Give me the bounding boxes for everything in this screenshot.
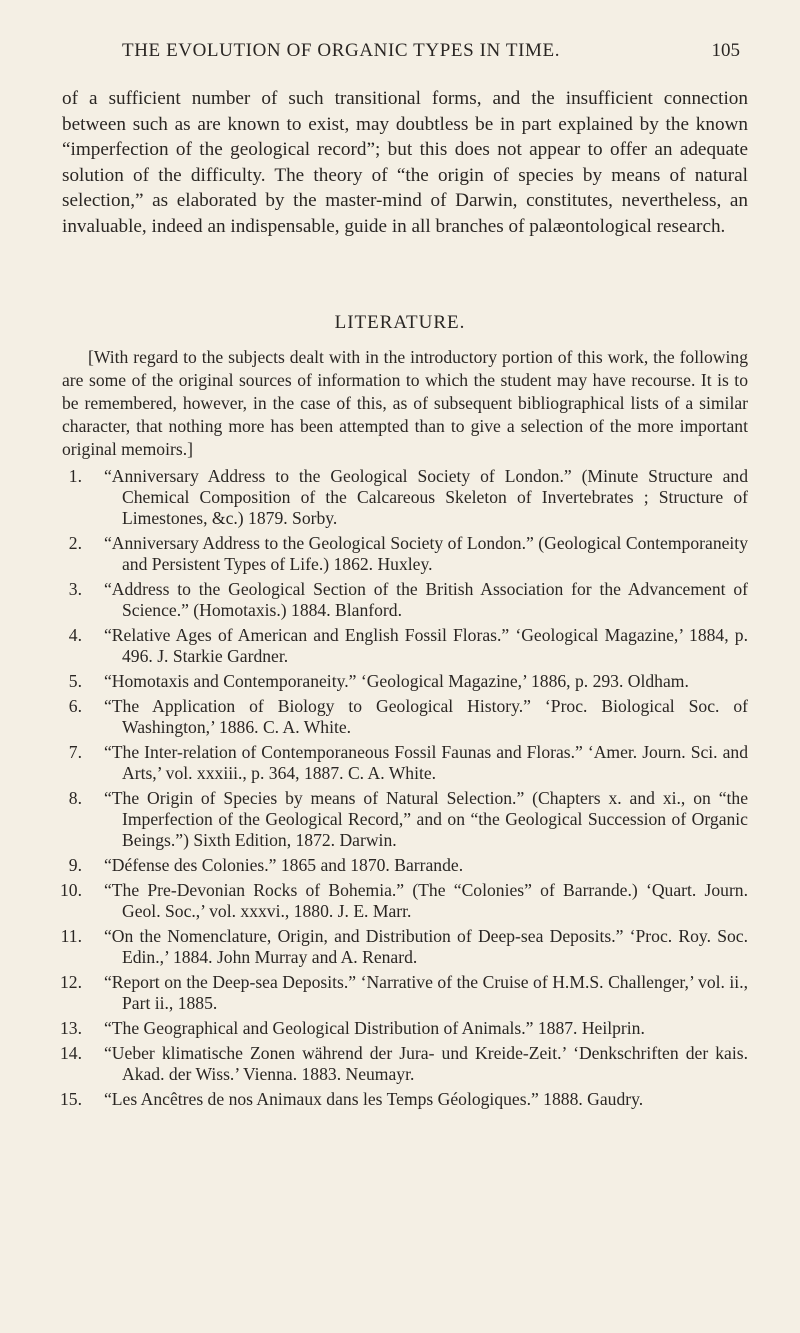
reference-number: 2. — [68, 533, 82, 553]
reference-item — [0, 625, 800, 667]
reference-text: “The Geographical and Geological Distribution of Animals.” 1887. Heilprin. — [104, 1018, 645, 1038]
reference-item — [0, 880, 800, 922]
reference-text: “The Inter-relation of Contemporaneous Fossil Faunas and Floras.” ‘Amer. Journ. Sci. and Arts,’ vol. xxxiii., p. 364, 1887. C. A. White. — [104, 742, 748, 783]
page-header — [72, 40, 740, 70]
reference-text: “Les Ancêtres de nos Animaux dans les Temps Géologiques.” 1888. Gaudry. — [104, 1089, 644, 1109]
reference-number: 8. — [68, 788, 82, 808]
reference-text: “Address to the Geological Section of the British Association for the Advancement of Science.” (Homotaxis.) 1884. Blanford. — [104, 579, 748, 620]
reference-number: 14. — [60, 1043, 82, 1063]
reference-text: “Défense des Colonies.” 1865 and 1870. Barrande. — [104, 855, 464, 875]
reference-text: “Anniversary Address to the Geological Society of London.” (Geological Contemporaneity and Persistent Types of Life.) 1862. Huxley. — [104, 533, 748, 574]
reference-text: “Relative Ages of American and English Fossil Floras.” ‘Geological Magazine,’ 1884, p. 496. J. Starkie Gardner. — [104, 625, 748, 666]
reference-text: “Homotaxis and Contemporaneity.” ‘Geological Magazine,’ 1886, p. 293. Oldham. — [104, 671, 689, 691]
reference-number: 11. — [60, 926, 82, 946]
reference-item — [0, 855, 800, 876]
reference-number: 5. — [68, 671, 82, 691]
reference-number: 9. — [68, 855, 82, 875]
reference-text: “Anniversary Address to the Geological Society of London.” (Minute Structure and Chemical Composition of the Calcareous Skeleton of Invertebrates ; Structure of Limestones, &c.) 1879. Sorby. — [104, 466, 748, 528]
running-head: THE EVOLUTION OF ORGANIC TYPES IN TIME. — [122, 40, 561, 61]
reference-item — [0, 972, 800, 1014]
reference-item — [0, 671, 800, 692]
literature-intro-note: [With regard to the subjects dealt with in the introductory portion of this work, the following are some of the original sources of information to which the student may have recourse. It is to be remembered, however, in the case of this, as of subsequent bibliographical lists of a similar character, that nothing more has been attempted than to give a selection of the more important original memoirs.] — [62, 347, 748, 459]
reference-item — [0, 788, 800, 851]
reference-text: “The Pre-Devonian Rocks of Bohemia.” (The “Colonies” of Barrande.) ‘Quart. Journ. Geol. Soc.,’ vol. xxxvi., 1880. J. E. Marr. — [104, 880, 748, 921]
reference-number: 10. — [60, 880, 82, 900]
reference-item — [0, 579, 800, 621]
reference-text: “Report on the Deep-sea Deposits.” ‘Narrative of the Cruise of H.M.S. Challenger,’ vol. ii., Part ii., 1885. — [104, 972, 748, 1013]
reference-number: 15. — [60, 1089, 82, 1109]
reference-number: 6. — [68, 696, 82, 716]
reference-list — [0, 466, 800, 1114]
reference-item — [0, 1089, 800, 1110]
reference-item — [0, 466, 800, 529]
reference-item — [0, 696, 800, 738]
reference-item — [0, 533, 800, 575]
reference-text: “Ueber klimatische Zonen während der Jura- und Kreide-Zeit.’ ‘Denkschriften der kais. Akad. der Wiss.’ Vienna. 1883. Neumayr. — [104, 1043, 748, 1084]
reference-number: 7. — [68, 742, 82, 762]
section-heading-literature: LITERATURE. — [334, 312, 466, 333]
body-paragraph: of a sufficient number of such transitional forms, and the insufficient connection between such as are known to exist, may doubtless be in part explained by the known “imperfection of the geological record”; but this does not appear to offer an adequate solution of the difficulty. The theory of “the origin of species by means of natural selection,” as elaborated by the master-mind of Darwin, constitutes, nevertheless, an invaluable, indeed an indispensable, guide in all branches of palæontological research. — [62, 88, 748, 237]
reference-number: 13. — [60, 1018, 82, 1038]
reference-item — [0, 742, 800, 784]
reference-number: 3. — [68, 579, 82, 599]
reference-item — [0, 1043, 800, 1085]
reference-text: “The Origin of Species by means of Natural Selection.” (Chapters x. and xi., on “the Imperfection of the Geological Record,” and on “the Geological Succession of Organic Beings.”) Sixth Edition, 1872. Darwin. — [104, 788, 748, 850]
reference-item — [0, 926, 800, 968]
reference-number: 12. — [60, 972, 82, 992]
page-number: 105 — [711, 40, 740, 61]
reference-item — [0, 1018, 800, 1039]
reference-number: 4. — [68, 625, 82, 645]
reference-text: “On the Nomenclature, Origin, and Distribution of Deep-sea Deposits.” ‘Proc. Roy. Soc. Edin.,’ 1884. John Murray and A. Renard. — [104, 926, 748, 967]
reference-text: “The Application of Biology to Geological History.” ‘Proc. Biological Soc. of Washington,’ 1886. C. A. White. — [104, 696, 748, 737]
reference-number: 1. — [68, 466, 82, 486]
